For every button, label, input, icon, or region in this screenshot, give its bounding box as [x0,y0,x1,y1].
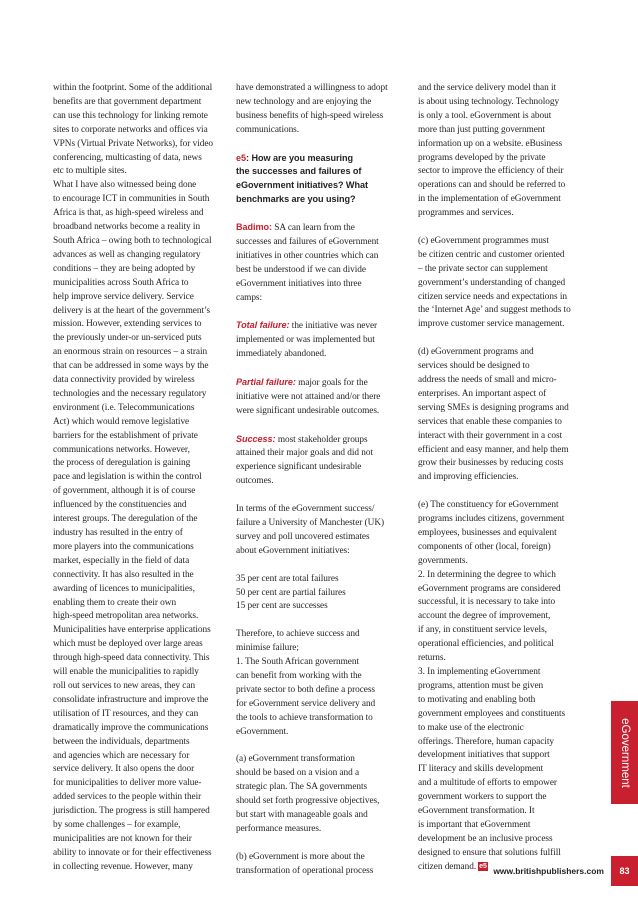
text-line: implemented or was implemented but [236,335,375,346]
text-line: camps: [236,292,263,303]
text-line: governments. [418,555,468,566]
text-line [236,319,410,334]
closing-text: citizen demand. [418,861,477,872]
text-line: 50 per cent are partial failures [236,587,346,598]
text-line: high-speed metropolitan area networks. [53,611,199,622]
text-line: (a) eGovernment transformation [236,754,355,765]
text-line: (c) eGovernment programmes must [418,235,549,246]
text-line: new technology and are enjoying the [236,96,372,107]
text-line: account the degree of improvement, [418,611,551,622]
text-line [236,152,410,166]
text-line [236,207,410,221]
text-line: to make use of the electronic [418,722,524,733]
text-line: between the individuals, departments [53,736,190,747]
text-line: business benefits of high-speed wireless [236,110,384,121]
text-line: data connectivity provided by wireless [53,375,195,386]
text-line [236,419,410,433]
text-line: industry has resulted in the entry of [53,528,183,538]
text-line: (d) eGovernment programs and [418,347,534,358]
text-line: is important that eGovernment [418,819,531,830]
text-line: which must be deployed over large areas [53,639,203,650]
text-line: benchmarks are you using? [236,194,356,205]
text-line: technologies and the necessary regulatory [53,388,207,399]
text-line: interact with their government in a cost [418,430,563,441]
text-line: help improve service delivery. Service [53,291,194,302]
text-line: and a multitude of efforts to empower [418,778,557,789]
text-line: and agencies which are necessary for [53,750,190,761]
answer-text: the initiative was never [289,321,378,332]
text-line: will enable the municipalities to rapidly [53,667,199,678]
text-line: influenced by the constituencies and [53,500,187,511]
text-line: interest groups. The deregulation of the [53,514,198,525]
speaker-name: Badimo: [236,222,273,233]
text-line: successful, it is necessary to take into [418,597,556,608]
text-line: Municipalities have enterprise applications [53,625,211,636]
text-line: enabling them to create their own [53,597,177,608]
text-line: programs includes citizens, government [418,514,565,525]
text-line: barriers for the establishment of private [53,430,198,441]
text-line: broadband networks become a reality in [53,222,201,233]
text-line: delivery is at the heart of the government’s [53,305,211,316]
text-line: citizen service needs and expectations in [418,291,567,302]
text-line: operational efficiencies, and political [418,639,554,650]
text-line: an enormous strain on resources – a strain [53,347,208,358]
text-line: efficient and easy manner, and help them [418,444,569,455]
text-line: were significant undesirable outcomes. [236,405,380,416]
text-line: conferencing, multicasting of data, news [53,152,202,163]
text-line: environment (i.e. Telecommunications [53,402,195,413]
text-line: for municipalities to deliver more value- [53,778,202,789]
text-line: conditions – they are being adopted by [53,263,196,274]
footer-website[interactable]: www.britishpublishers.com [493,866,604,876]
text-line: – the private sector can supplement [418,263,548,274]
text-line: utilisation of IT resources, and they can [53,708,199,719]
text-line: the previously under-or un-serviced puts [53,333,202,344]
text-line: eGovernment transformation. It [418,806,535,817]
text-line: 2. In determining the degree to which [418,569,556,580]
text-line: roll out services to new areas, they can [53,680,196,691]
text-line: initiative were not attained and/or there [236,391,381,402]
text-line: is only a tool. eGovernment is about [418,110,552,121]
text-line: designed to ensure that solutions fulfill [418,847,561,858]
text-line: programmes and services. [418,208,514,219]
text-line: to encourage ICT in communities in South [53,194,210,205]
text-line: In terms of the eGovernment success/ [236,504,375,515]
text-line: to motivating and enabling both [418,694,536,705]
text-line: (e) The constituency for eGovernment [418,500,559,511]
text-line [236,362,410,376]
text-line: services should be designed to [418,361,530,372]
text-line: 1. The South African government [236,657,359,668]
answer-text: most stakeholder groups [275,434,368,445]
text-line [236,614,410,628]
text-line: advances as well as changing regulatory [53,249,201,260]
text-line: more than just putting government [418,124,545,135]
text-line: be citizen centric and customer oriented [418,249,565,260]
text-line: VPNs (Virtual Private Networks), for video [53,138,214,149]
section-side-tab-label: eGovernment [618,717,631,788]
text-line: can use this technology for linking remote [53,110,208,121]
text-line: have demonstrated a willingness to adopt [236,83,388,93]
text-line: mission. However, extending services to [53,319,202,330]
text-line: improve customer service management. [418,319,565,330]
text-line: in the implementation of eGovernment [418,194,561,205]
text-line: programs, attention must be given [418,680,544,691]
text-line: immediately abandoned. [236,349,327,360]
text-line: returns. [418,653,446,664]
text-line: should set forth progressive objectives, [236,796,380,807]
text-line: initiatives in other countries which can [236,250,379,261]
text-line: Therefore, to achieve success and [236,629,360,640]
text-line: added services to the people within their [53,792,202,803]
page-number: 83 [611,856,638,886]
text-line: etc to multiple sites. [53,166,127,177]
text-line: if any, in constituent service levels, [418,625,547,636]
success-label: Success: [236,433,276,444]
text-line: pace and legislation is within the control [53,472,202,483]
text-line: address the needs of small and micro- [418,375,557,385]
text-line: government employees and constituents [418,708,566,719]
text-line: communications. [236,124,300,135]
text-line: consolidate infrastructure and improve the [53,694,209,705]
text-line: is about using technology. Technology [418,96,560,107]
text-line: municipalities across South Africa to [53,277,189,288]
total-failure-label: Total failure: [236,320,290,331]
text-line: grow their businesses by reducing costs [418,458,564,469]
text-line: Africa is that, as high-speed wireless and [53,208,204,219]
text-line [236,489,410,503]
text-line: more players into the communications [53,541,194,552]
text-line: enterprises. An important aspect of [418,388,547,399]
column-3 [418,82,594,875]
partial-failure-label: Partial failure: [236,376,296,387]
text-line [236,376,410,391]
text-line: best be understood if we can divide [236,264,366,275]
text-line: employees, businesses and equivalent [418,527,557,538]
text-line: programs developed by the private [418,152,546,163]
text-line: by some challenges – for example, [53,820,181,831]
text-line: of government, although it is of course [53,486,196,497]
text-line: eGovernment initiatives? What [236,180,368,191]
text-line: private sector to both define a process [236,684,376,695]
text-line: South Africa – owing both to technological [53,235,212,246]
text-line [418,332,594,346]
text-line: ability to innovate or for their effectiveness [53,847,212,858]
text-line: failure a University of Manchester (UK) [236,518,385,528]
column-1 [53,82,227,875]
text-line: successes and failures of eGovernment [236,236,379,247]
text-line [236,305,410,319]
text-line: information up on a website. eBusiness [418,138,563,149]
question-text: : How are you measuring [246,152,354,163]
text-line: that can be addressed in some ways by the [53,361,209,372]
text-line: jurisdiction. The progress is still hampered [53,806,210,817]
text-line: transformation of operational process [236,865,374,876]
text-line [236,739,410,753]
text-line: What I have also witnessed being done [53,180,197,191]
text-line: development initiatives that support [418,750,550,761]
text-line: and improving efficiencies. [418,472,519,483]
text-line: and the service delivery model than it [418,83,557,93]
text-line: outcomes. [236,476,274,487]
question-prefix: e5 [236,152,247,163]
text-line: components of other (local, foreign) [418,541,551,552]
text-line [236,559,410,573]
text-line: minimise failure; [236,643,299,654]
text-line: the ‘Internet Age’ and suggest methods to [418,305,571,316]
answer-text: SA can learn from the [272,223,355,234]
text-line: development be an inclusive process [418,833,553,844]
text-line: the tools to achieve transformation to [236,712,373,723]
text-line: awarding of licences to municipalities, [53,583,195,594]
text-line: performance measures. [236,823,322,834]
section-side-tab [611,701,638,804]
text-line: offerings. Therefore, human capacity [418,736,554,747]
text-line: (b) eGovernment is more about the [236,851,365,862]
text-line: 35 per cent are total failures [236,573,339,584]
text-line: market, especially in the field of data [53,555,190,566]
text-line: eGovernment programs are considered [418,583,561,594]
text-line: the process of deregulation is gaining [53,458,191,469]
text-line: government’s understanding of changed [418,277,566,288]
text-line: for eGovernment service delivery and [236,698,376,709]
text-line: serving SMEs is designing programs and [418,402,569,413]
text-line: communications networks. However, [53,444,190,455]
text-line: municipalities are not known for their [53,833,192,844]
text-line [418,221,594,235]
answer-text: major goals for the [295,377,368,388]
text-line: in collecting revenue. However, many [53,861,193,872]
text-line: 15 per cent are successes [236,601,328,612]
text-line: services that enable these companies to [418,416,562,427]
text-line: the successes and failures of [236,166,362,177]
text-line [236,138,410,152]
text-line: service delivery. It also opens the door [53,764,195,775]
text-line: benefits are that government department [53,96,202,107]
text-line: but start with manageable goals and [236,809,368,820]
text-line: sites to corporate networks and offices via [53,124,208,135]
text-line: eGovernment initiatives into three [236,278,362,289]
text-line: survey and poll uncovered estimates [236,531,370,542]
text-line [236,433,410,448]
text-line: can benefit from working with the [236,670,362,681]
text-line: experience significant undesirable [236,462,362,473]
text-line: operations can and should be referred to [418,180,566,191]
text-line: IT literacy and skills development [418,764,544,775]
text-line: government workers to support the [418,792,547,803]
text-line: Act) which would remove legislative [53,416,190,427]
text-line: attained their major goals and did not [236,448,373,459]
text-line: about eGovernment initiatives: [236,545,350,556]
text-line: eGovernment. [236,726,289,737]
text-line [418,485,594,499]
text-line: should be based on a vision and a [236,768,360,779]
column-2 [236,82,410,879]
text-line: 3. In implementing eGovernment [418,667,541,678]
text-line [236,837,410,851]
end-mark-icon: e5 [479,862,487,870]
text-line: sector to improve the efficiency of their [418,166,564,177]
text-line [236,221,410,236]
text-line: strategic plan. The SA governments [236,782,368,793]
text-line: dramatically improve the communications [53,722,209,733]
text-line: within the footprint. Some of the additional [53,83,213,93]
text-line: connectivity. It has also resulted in the [53,569,194,580]
text-line: through high-speed data connectivity. This [53,653,210,664]
